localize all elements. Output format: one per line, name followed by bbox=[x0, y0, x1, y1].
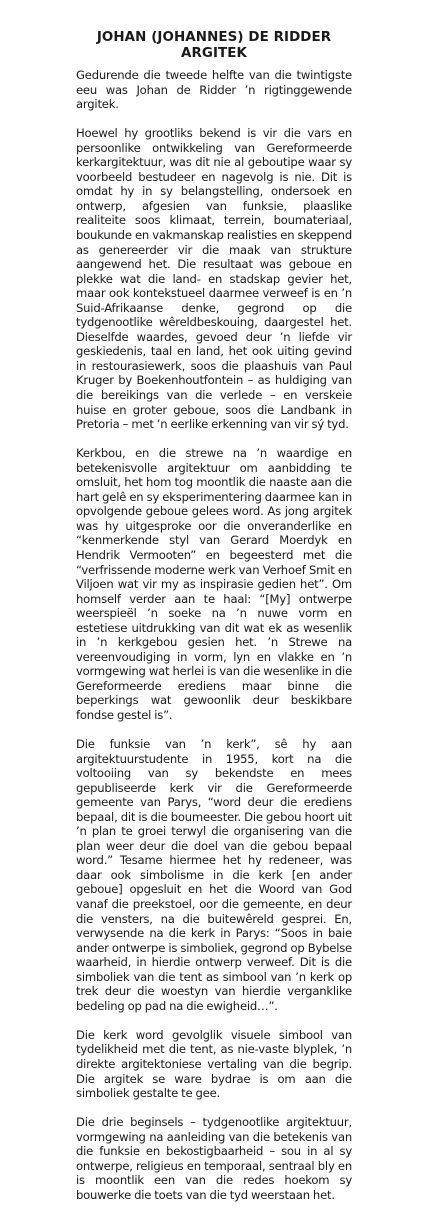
paragraph-background: Hoewel hy grootliks bekend is vir die vars en persoonlike ontwikkeling van Gereformeerde kerkargitektuur, was dit nie al geboutipe waar sy voorbeeld bestudeer en nagevolg is nie. Dit is omdat hy in sy belangstelling, ondersoek en ontwerp, afgesien van funksie, plaaslike realiteite soos klimaat, terrein, boumateriaal, boukunde en vakmanskap realisties en skeppend as genereerder vir die maak van strukture aangewend het. Die resultaat was geboue en plekke wat die land- en stadskap gevier het, maar ook kontekstueel daarmee verweef is en ’n Suid-Afrikaanse denke, gegrond op die tydgenootlike wêreldbeskouing, daargestel het. Dieselfde waardes, gevoed deur ’n liefde vir geskiedenis, taal en land, het ook uiting gevind in restourasiewerk, soos die plaashuis van Paul Kruger by Boekenhoutfontein – as huldiging van die bereikings van die verlede – en verskeie huise en groter geboue, soos die Landbank in Pretoria – met ’n eerlike erkenning van vir sý tyd. bbox=[76, 126, 352, 432]
paragraph-symbol: Die kerk word gevolglik visuele simbool van tydelikheid met die tent, as nie-vaste blyplek, ’n direkte argitektoniese vertaling van die begrip. Die argitek se ware bydrae is om aan die simboliek gestalte te gee. bbox=[76, 1027, 352, 1101]
title-role: ARGITEK bbox=[180, 46, 247, 61]
paragraph-church-building: Kerkbou, en die strewe na ’n waardige en betekenisvolle argitektuur om aanbidding te omsluit, het hom tog moontlik die naaste aan die hart gelê en sy eksperimentering daarmee kan in opvolgende geboue gelees word. As jong argitek was hy uitgesproke oor die onveranderlike en “kenmerkende styl van Gerard Moerdyk en Hendrik Vermooten” en begeesterd met die “verfrissende moderne werk van Verhoef Smit en Viljoen wat vir my as inspirasie gedien het”. Om homself verder aan te haal: “[My] ontwerpe weerspieël ’n soeke na ’n nuwe vorm en estetiese uitdrukking van dit wat ek as wesenlik in ’n kerkgebou gesien het. ’n Strewe na vereenvoudiging in vorm, lyn en vlakke en ’n vormgewing wat herlei is van die wesenlike in die Gereformeerde erediens maar binne die beperkings wat gewoonlik deur beskikbare fondse gestel is”. bbox=[76, 446, 352, 722]
article bbox=[76, 30, 352, 1217]
paragraph-intro: Gedurende die tweede helfte van die twintigste eeu was Johan de Ridder ’n rigtinggewende argitek. bbox=[76, 68, 352, 112]
paragraph-function: Die funksie van ’n kerk”, sê hy aan argitektuurstudente in 1955, kort na die voltooiing van sy bekendste en mees gepubliseerde kerk vir die Gereformeerde gemeente van Parys, “word deur die erediens bepaal, dit is die boumeester. Die gebou hoort uit ’n plan te groei terwyl die organisering van die plan weer deur die doel van die gebou bepaal word.” Tesame hiermee het hy redeneer, was daar ook simbolisme in die kerk [en ander geboue] opgesluit en het die Woord van God vanaf die preekstoel, oor die gemeente, en deur die vensters, na die buitewêreld gesprei. En, verwysende na die kerk in Parys: “Soos in baie ander ontwerpe is simboliek, gegrond op Bybelse waarheid, in hierdie ontwerp verweef. Dit is die simboliek van die tent as simbool van ’n kerk op trek deur die woestyn van hierdie verganklike bedeling op pad na die ewigheid…”. bbox=[76, 737, 352, 1013]
title-name: JOHAN (JOHANNES) DE RIDDER bbox=[96, 30, 332, 45]
page-title bbox=[76, 30, 352, 62]
paragraph-principles: Die drie beginsels – tydgenootlike argitektuur, vormgewing na aanleiding van die betekenis van die funksie en bekostigbaarheid – sou in al sy ontwerpe, religieus en temporaal, sentraal bly en is moontlik een van die redes hoekom sy bouwerke die toets van die tyd weerstaan het. bbox=[76, 1115, 352, 1202]
